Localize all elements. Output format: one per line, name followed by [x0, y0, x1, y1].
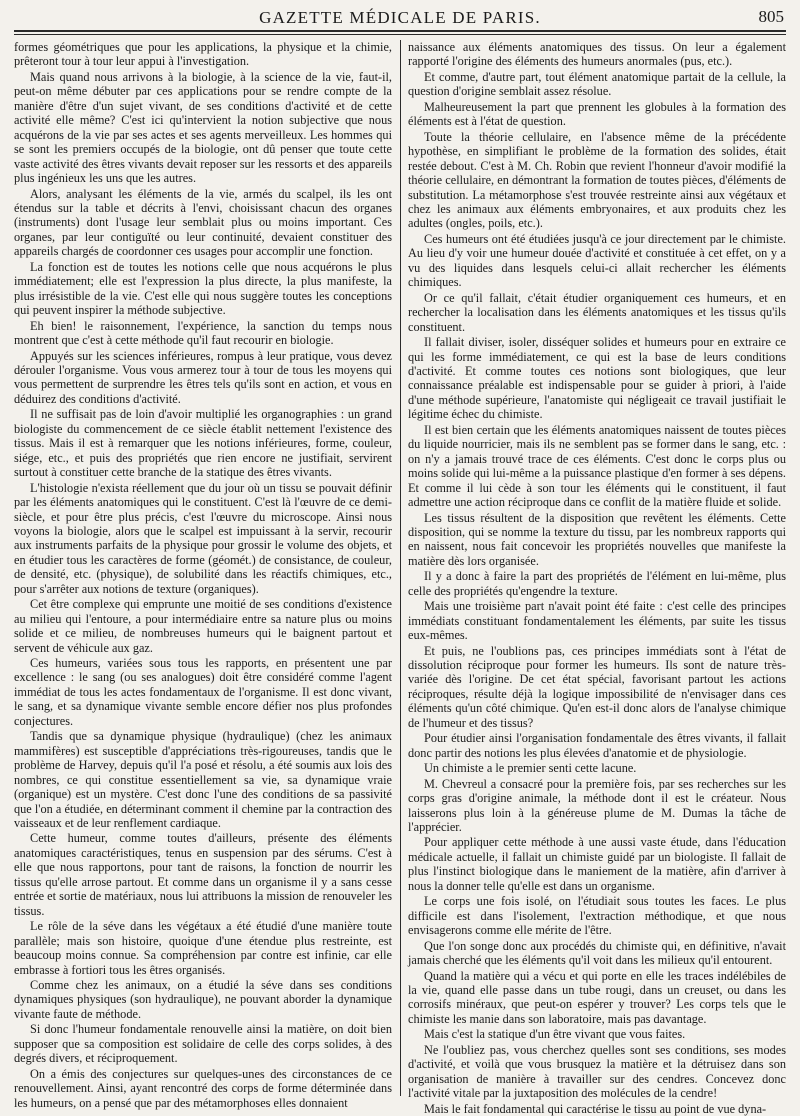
paragraph: Les tissus résultent de la disposition que revêtent les éléments. Cette disposition, qui se nomme la texture du tissu, par les nombreux rapports qui en naissent, nous fait concevoir les propriétés nouvelles que manifeste la matière dès lors organisée.: [408, 510, 786, 568]
paragraph: formes géométriques que pour les applications, la physique et la chimie, prêteront tour à tour leur appui à l'investigation.: [14, 40, 392, 69]
column-divider: [400, 40, 401, 1096]
paragraph: Mais le fait fondamental qui caractérise le tissu au point de vue dyna-: [424, 1101, 767, 1116]
page-header: [14, 6, 786, 32]
paragraph: Le rôle de la séve dans les végétaux a été étudié d'une manière toute parallèle; mais son histoire, quoique d'une étendue plus restreinte, est beaucoup moins connue. Sa compréhension par contre est infinie, car elle embrasse à fortiori tous les êtres organisés.: [14, 919, 392, 977]
paragraph: On a émis des conjectures sur quelques-unes des circonstances de ce renouvellement. Ainsi, ayant rencontré des corps de forme déterminée dans les humeurs, on a pensé que par des métamorphoses elles donnaient: [14, 1066, 392, 1110]
page-title: GAZETTE MÉDICALE DE PARIS.: [259, 8, 541, 27]
right-column: [408, 40, 786, 1116]
article-columns: [14, 40, 786, 1116]
paragraph: Ne l'oubliez pas, vous cherchez quelles sont ses conditions, ses modes d'activité, et voilà que vous brusquez la matière et la détruisez dans son organisation de manière à travailler sur des cendres. Concevez donc l'activité vitale par la juxtaposition des molécules de la cendre!: [408, 1042, 786, 1101]
paragraph: naissance aux éléments anatomiques des tissus. On leur a également rapporté l'origine des éléments des humeurs anormales (pus, etc.).: [408, 40, 786, 69]
paragraph: Ces humeurs, variées sous tous les rapports, en présentent une par excellence : le sang (ou ses analogues) doit être considéré comme l'agent immédiat de tous les actes fondamentaux de l'organisme. Il est donc vivant, le sang, et sa dynamique vivante semble encore défier nos plus profondes conjectures.: [14, 656, 392, 728]
paragraph: Il y a donc à faire la part des propriétés de l'élément en lui-même, plus celle des propriétés qu'engendre la texture.: [408, 569, 786, 598]
paragraph: La fonction est de toutes les notions celle que nous acquérons le plus immédiatement; elle est l'expression la plus directe, la plus manifeste, la plus irrésistible de la vie. C'est elle qui nous suggère toutes les conceptions qui peuvent inspirer la méthode subjective.: [14, 259, 392, 318]
left-column: [14, 40, 392, 1110]
paragraph: Et comme, d'autre part, tout élément anatomique partait de la cellule, la question d'origine semblait assez résolue.: [408, 69, 786, 99]
paragraph: Quand la matière qui a vécu et qui porte en elle les traces indélébiles de la vie, quand elle passe dans un tube rougi, dans un creuset, ou dans les corrosifs minéraux, que peut-on espérer y trouver? Les corps tels que le chimiste les manie dans son laboratoire, mais pas davantage.: [408, 968, 786, 1026]
paragraph: Que l'on songe donc aux procédés du chimiste qui, en définitive, n'avait jamais cherché que les éléments qu'il voit dans les milieux qu'il entourent.: [408, 938, 786, 968]
paragraph: Mais c'est la statique d'un être vivant que vous faites.: [424, 1027, 686, 1042]
paragraph: Il ne suffisait pas de loin d'avoir multiplié les organographies : un grand biologiste du commencement de ce siècle établit nettement l'existence des tissus. Mais il est à remarquer que les notions inférieures, forme, couleur, siége, etc., et puis des propriétés que rien encore ne justifiait, servirent surtout à constituer cette branche de la statique des êtres vivants.: [14, 407, 392, 480]
paragraph: M. Chevreul a consacré pour la première fois, par ses recherches sur les corps gras d'origine animale, la méthode dont il est le créateur. Nous laisserons plus loin à la généreuse plume de M. Dumas la tâche de l'apprécier.: [408, 776, 786, 835]
paragraph: Toute la théorie cellulaire, en l'absence même de la précédente hypothèse, en simplifiant le problème de la formation des solides, était restée debout. C'est à M. Ch. Robin que revient l'honneur d'avoir modifié la théorie cellulaire, en démontrant la formation de toutes pièces, d'éléments de substitution. La métamorphose s'est trouvée restreinte ainsi aux végétaux et chez les animaux aux éléments embryonaires, et aux produits chez les adultes (ongles, poils, etc.).: [408, 129, 786, 231]
paragraph: Un chimiste a le premier senti cette lacune.: [424, 761, 637, 776]
paragraph: Malheureusement la part que prennent les globules à la formation des éléments est à l'état de question.: [408, 99, 786, 129]
paragraph: Et puis, ne l'oublions pas, ces principes immédiats sont à l'état de dissolution réciproque pour former les humeurs. Ils sont de nature très-variée dès l'origine. De cet état spécial, favorisant partout les actions réciproques, résulte déjà la logique impossibilité de n'envisager dans ces éléments qu'un côté chimique. Qu'en est-il donc alors de l'analyse chimique de l'humeur et des tissus?: [408, 643, 786, 730]
paragraph: Appuyés sur les sciences inférieures, rompus à leur pratique, vous devez dérouler l'organisme. Vous vous armerez tour à tour de tous les moyens qui vous permettent de surprendre les êtres tels qu'ils sont en action, et vous en déduirez des conditions d'activité.: [14, 348, 392, 406]
paragraph: Eh bien! le raisonnement, l'expérience, la sanction du temps nous montrent que c'est à cette méthode qu'il faut recourir en biologie.: [14, 318, 392, 348]
paragraph: L'histologie n'exista réellement que du jour où un tissu se pouvait définir par les éléments anatomiques qui le constituent. C'est là l'œuvre de ce demi-siècle, et pour être plus précis, c'est l'œuvre du microscope. Ainsi nous voyons la biologie, alors que le scalpel est impuissant à la servir, recourir aux instruments parfaits de la physique pour grossir le volume des objets, et en étudier tous les caractères de forme (géomét.) de consistance, de couleur, de densité, etc. (physique), de solubilité dans les réactifs chimiques, etc., pour s'arrêter aux notions de texture (organiques).: [14, 480, 392, 596]
newspaper-page: [14, 6, 786, 1116]
paragraph: Pour étudier ainsi l'organisation fondamentale des êtres vivants, il fallait donc partir des notions les plus élevées d'anatomie et de physiologie.: [408, 731, 786, 760]
page-number: 805: [758, 7, 784, 26]
paragraph: Cette humeur, comme toutes d'ailleurs, présente des éléments anatomiques caractéristiques, tenus en suspension par des sérums. C'est à elle que nous rapportons, pour tant de raisons, la fonction de nourrir les tissus qu'elle arrose partout. Et comme dans un organisme il y a sans cesse entrée et sortie de matériaux, nous lui attribuons la mission de renouveler les tissus.: [14, 831, 392, 918]
paragraph: Cet être complexe qui emprunte une moitié de ses conditions d'existence au milieu qui l'entoure, a pour intermédiaire entre sa nature plus ou moins solide et ce milieu, de nombreuses humeurs qui le baignent partout et servent de véhicule aux gaz.: [14, 597, 392, 655]
paragraph: Comme chez les animaux, on a étudié la séve dans ses conditions dynamiques physiques (son hydraulique), ne pouvant aborder la dynamique vivante faute de méthode.: [14, 978, 392, 1021]
paragraph: Alors, analysant les éléments de la vie, armés du scalpel, ils les ont étendus sur la table et décrits à l'envi, choisissant chacun des organes (instruments) dont l'usage leur semblait plus ou moins important. Ces organes, par leur contiguïté ou leur continuité, devaient constituer des appareils chargés de coordonner ces usages pour accomplir une fonction.: [14, 186, 392, 259]
paragraph: Le corps une fois isolé, on l'étudiait sous toutes les faces. Le plus difficile est dans l'isolement, l'extraction méthodique, et que nous envisagerons comme elle mérite de l'être.: [408, 894, 786, 938]
header-rule: [14, 34, 786, 35]
paragraph: Il est bien certain que les éléments anatomiques naissent de toutes pièces du liquide nourricier, mais ils ne semblent pas se former dans le sang, etc. : on n'y a jamais trouvé trace de ces éléments. C'est donc le corps plus ou moins solide qui lui-même a la puissance plastique d'en former à ses dépens. Et comme il lui cède à son tour les éléments qui le constituent, il faut admettre une action réciproque dans ce conflit de la matière fluide et solide.: [408, 422, 786, 510]
paragraph: Si donc l'humeur fondamentale renouvelle ainsi la matière, on doit bien supposer que sa composition est solidaire de celle des corps solides, à des degrés divers, et réciproquement.: [14, 1022, 392, 1066]
paragraph: Il fallait diviser, isoler, disséquer solides et humeurs pour en extraire ce qui les forme immédiatement, ce qui est la base de leurs conditions d'activité. Et comme toutes ces notions sont biologiques, que leur connaissance préalable est indispensable pour se guider à priori, à l'aide d'une méthode supérieure, l'anatomiste qui négligeait ce travail justifiait le légitime échec du chimiste.: [408, 335, 786, 422]
paragraph: Mais quand nous arrivons à la biologie, à la science de la vie, faut-il, peut-on même débuter par ces applications pour se rendre compte de la manière d'être d'un sujet vivant, de ses conditions d'activité et de cette activité elle même? C'est ici qu'intervient la notion subjective que nous acquérons de la vie par ses actes et ses agents merveilleux. Les hommes qui se sont les premiers occupés de la biologie, ont dû penser que toute cette vaste activité des êtres vivants devait reposer sur les ressorts et des appareils plus ingénieux les uns que les autres.: [14, 69, 392, 186]
paragraph: Mais une troisième part n'avait point été faite : c'est celle des principes immédiats constituant fondamentalement les éléments, par suite les tissus eux-mêmes.: [408, 599, 786, 643]
paragraph: Pour appliquer cette méthode à une aussi vaste étude, dans l'éducation médicale actuelle, il fallait un chimiste guidé par un biologiste. Il fallait de plus l'instinct biologique dans le maniement de la matière, afin d'arriver à nous la donner telle qu'elle est dans un organisme.: [408, 835, 786, 893]
paragraph: Or ce qu'il fallait, c'était étudier organiquement ces humeurs, et en rechercher la localisation dans les éléments anatomiques et les tissus qu'ils constituent.: [408, 290, 786, 334]
paragraph: Tandis que sa dynamique physique (hydraulique) (chez les animaux mammifères) est susceptible d'appréciations très-rigoureuses, tandis que le problème de Harvey, depuis qu'il l'a posé et résolu, a été soumis aux lois des nombres, ce qui constitue essentiellement sa vie, sa dynamique vraie (organique) est un mystère. C'est donc l'une des conditions de sa passivité que l'on a étudiée, en déterminant comment il chemine par la contraction des vaisseaux et de leur renflement cardiaque.: [14, 729, 392, 831]
paragraph: Ces humeurs ont été étudiées jusqu'à ce jour directement par le chimiste. Au lieu d'y voir une humeur douée d'activité et constituée à cet effet, on y a vu des liquides dans lesquels celui-ci allait rechercher les éléments chimiques.: [408, 231, 786, 290]
